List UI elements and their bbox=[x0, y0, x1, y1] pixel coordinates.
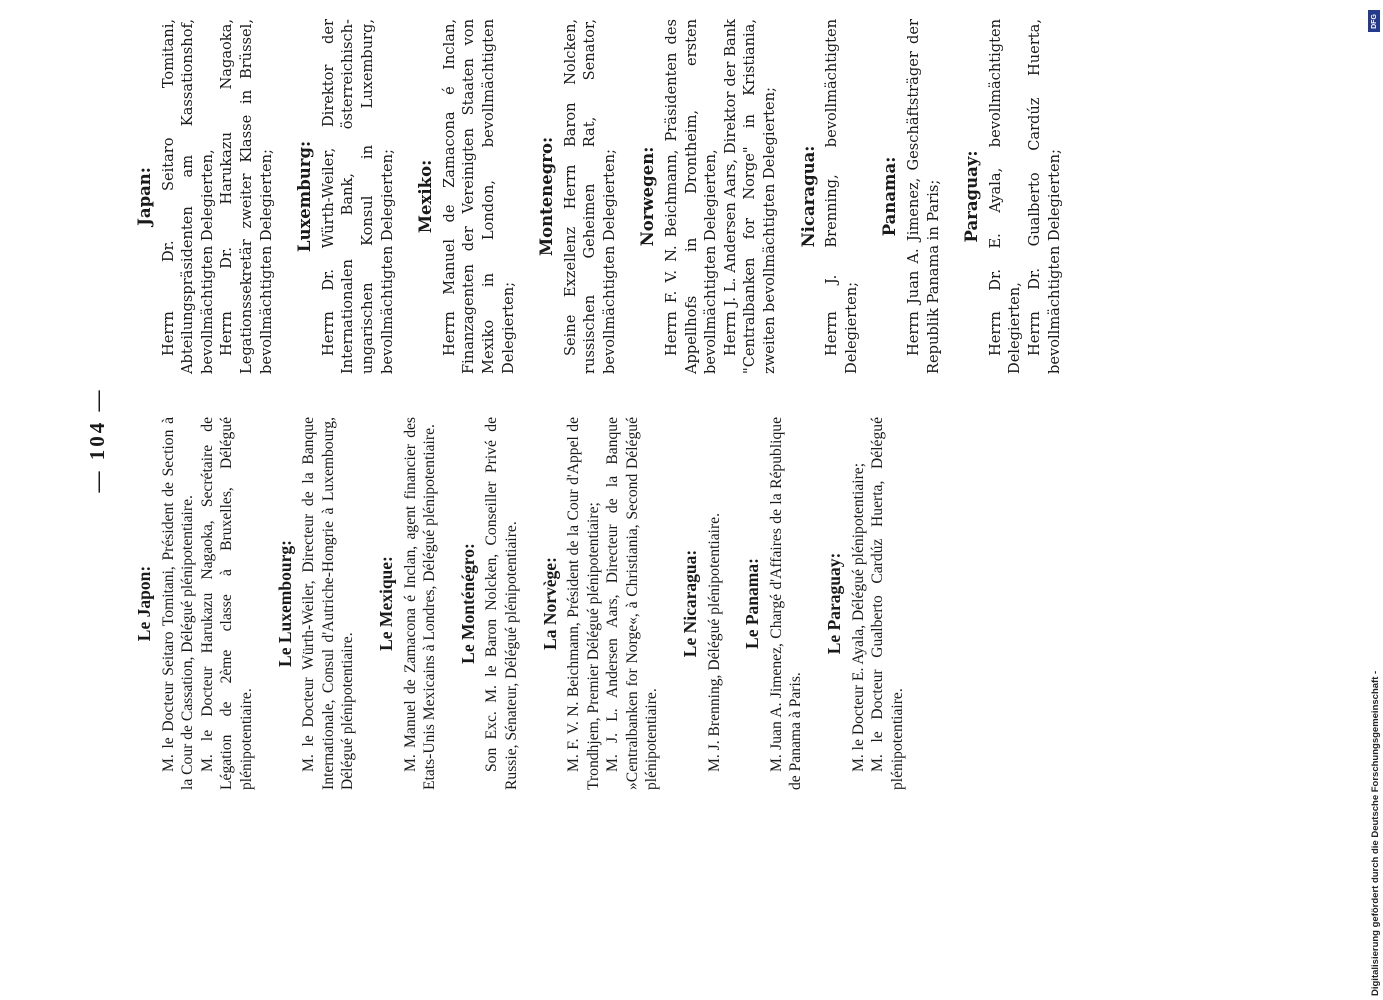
entry-mexiko bbox=[416, 19, 518, 374]
text-japan-2: Herrn Dr. Harukazu Nagaoka, Legationssekretär zweiter Klasse in Brüssel, bevollmächtigten Delegierten; bbox=[218, 19, 275, 374]
heading-luxemburg: Luxemburg: bbox=[295, 140, 315, 253]
text-montenegro-1: Son Exc. M. le Baron Nolcken, Conseiller Privé de Russie, Sénateur, Délégué plénipotentiaire. bbox=[483, 417, 520, 790]
text-norwegen-2: Herrn J. L. Andersen Aars, Direktor der Bank "Centralbanken for Norge" in Kristiania, zweiten bevollmächtigten Delegierten; bbox=[721, 19, 779, 374]
text-japon-1: M. le Docteur Seitaro Tomitani, Président de Section à la Cour de Cassation, Délégué plénipotentiaire. bbox=[159, 417, 197, 790]
heading-mexique: Le Mexique: bbox=[375, 556, 396, 651]
heading-nicaragua: Le Nicaragua: bbox=[680, 549, 701, 658]
entry-paraguay bbox=[825, 417, 907, 790]
text-norvege-2: M. J. L. Andersen Aars, Directeur de la Banque »Centralbanken for Norge«, à Christiania, Second Délégué plénipotentiaire. bbox=[604, 417, 661, 790]
dfg-logo bbox=[1368, 10, 1380, 32]
digitization-note: Digitalisierung gefördert durch die Deutsche Forschungsgemeinschaft - bbox=[1370, 670, 1381, 996]
heading-montenegro-de: Montenegro: bbox=[537, 136, 557, 257]
dfg-logo-text: DFG bbox=[1370, 13, 1378, 29]
text-mexiko-1: Herrn Manuel de Zamacona é Inclan, Finanzagenten der Vereinigten Staaten von Mexiko in London, bevollmächtigten Delegierten; bbox=[440, 19, 517, 374]
french-column bbox=[135, 417, 907, 790]
entry-japan bbox=[135, 19, 276, 374]
entry-norvege bbox=[541, 417, 663, 790]
heading-montenegro: Le Monténégro: bbox=[457, 543, 478, 664]
heading-japan: Japan: bbox=[135, 167, 154, 226]
text-panama-de-1: Herrn Juan A. Jimenez, Geschäftsträger der Republik Panama in Paris; bbox=[905, 19, 942, 374]
text-paraguay-de-1: Herrn Dr. E. Ayala, bevollmächtigten Delegierten, bbox=[986, 19, 1024, 374]
page-number: — 104 — bbox=[85, 387, 109, 493]
entry-mexique bbox=[377, 417, 440, 790]
heading-panama: Le Panama: bbox=[742, 558, 763, 649]
text-japon-2: M. le Docteur Harukazu Nagaoka, Secrétaire de Légation de 2ème classe à Bruxelles, Délégué plénipotentiaire. bbox=[198, 417, 255, 790]
text-paraguay-de-2: Herrn Dr. Gualberto Cardúz Huerta, bevollmächtigten Delegierten; bbox=[1025, 19, 1063, 374]
text-mexique-1: M. Manuel de Zamacona é Inclan, agent financier des Etats-Unis Mexicains à Londres, Délégué plénipotentiaire. bbox=[401, 417, 439, 790]
heading-paraguay-de: Paraguay: bbox=[962, 150, 982, 243]
text-paraguay-2: M. le Docteur Gualberto Cardúz Huerta, Délégué plénipotentiaire. bbox=[869, 417, 906, 790]
entry-nicaragua bbox=[681, 417, 724, 790]
heading-norwegen: Norwegen: bbox=[638, 146, 658, 247]
heading-luxembourg: Le Luxembourg: bbox=[274, 540, 295, 667]
entry-panama-de bbox=[880, 19, 943, 374]
text-nicaragua-1: M. J. Brenning, Délégué plénipotentiaire. bbox=[705, 513, 723, 772]
entry-japon bbox=[135, 417, 257, 790]
german-column bbox=[135, 19, 1064, 374]
text-montenegro-de-1: Seine Exzellenz Herrn Baron Nolcken, russischen Geheimen Rat, Senator, bevollmächtigten Delegierten; bbox=[561, 19, 618, 374]
text-norwegen-1: Herrn F. V. N. Beichmann, Präsidenten des Appellhofs in Drontheim, ersten bevollmächtigten Delegierten, bbox=[663, 19, 720, 374]
heading-japon: Le Japon: bbox=[134, 565, 154, 642]
text-luxembourg-1: M. le Docteur Würth-Weiler, Directeur de la Banque Internationale, Consul d'Autriche-Hongrie à Luxembourg, Délégué plénipotentiaire. bbox=[300, 417, 357, 790]
heading-paraguay: Le Paraguay: bbox=[824, 552, 845, 655]
entry-paraguay-de bbox=[962, 19, 1064, 374]
heading-nicaragua-de: Nicaragua: bbox=[798, 145, 818, 248]
heading-mexiko: Mexiko: bbox=[416, 159, 436, 234]
text-norvege-1: M. F. V. N. Beichmann, Président de la Cour d'Appel de Trondhjem, Premier Délégué plénipotentiaire; bbox=[565, 417, 602, 790]
text-luxemburg-1: Herrn Dr. Würth-Weiler, Direktor der Internationalen Bank, österreichisch-ungarischen Konsul in Luxemburg, bevollmächtigten Delegierten; bbox=[319, 19, 396, 374]
heading-panama-de: Panama: bbox=[880, 156, 900, 237]
text-nicaragua-de-1: Herrn J. Brenning, bevollmächtigten Delegierten; bbox=[823, 19, 860, 374]
text-panama-1: M. Juan A. Jimenez, Chargé d'Affaires de la République de Panama à Paris. bbox=[767, 417, 805, 790]
entry-luxemburg bbox=[295, 19, 397, 374]
entry-luxembourg bbox=[276, 417, 358, 790]
entry-norwegen bbox=[638, 19, 779, 374]
entry-montenegro bbox=[459, 417, 522, 790]
text-japan-1: Herrn Dr. Seitaro Tomitani, Abteilungspräsidenten am Kassationshof, bevollmächtigten Delegierten, bbox=[159, 19, 216, 374]
entry-montenegro-de bbox=[537, 19, 619, 374]
entry-nicaragua-de bbox=[799, 19, 862, 374]
text-paraguay-1: M. le Docteur E. Ayala, Délégué plénipotentiaire; bbox=[849, 462, 867, 772]
entry-panama bbox=[743, 417, 806, 790]
heading-norvege: La Norvège: bbox=[539, 557, 560, 650]
